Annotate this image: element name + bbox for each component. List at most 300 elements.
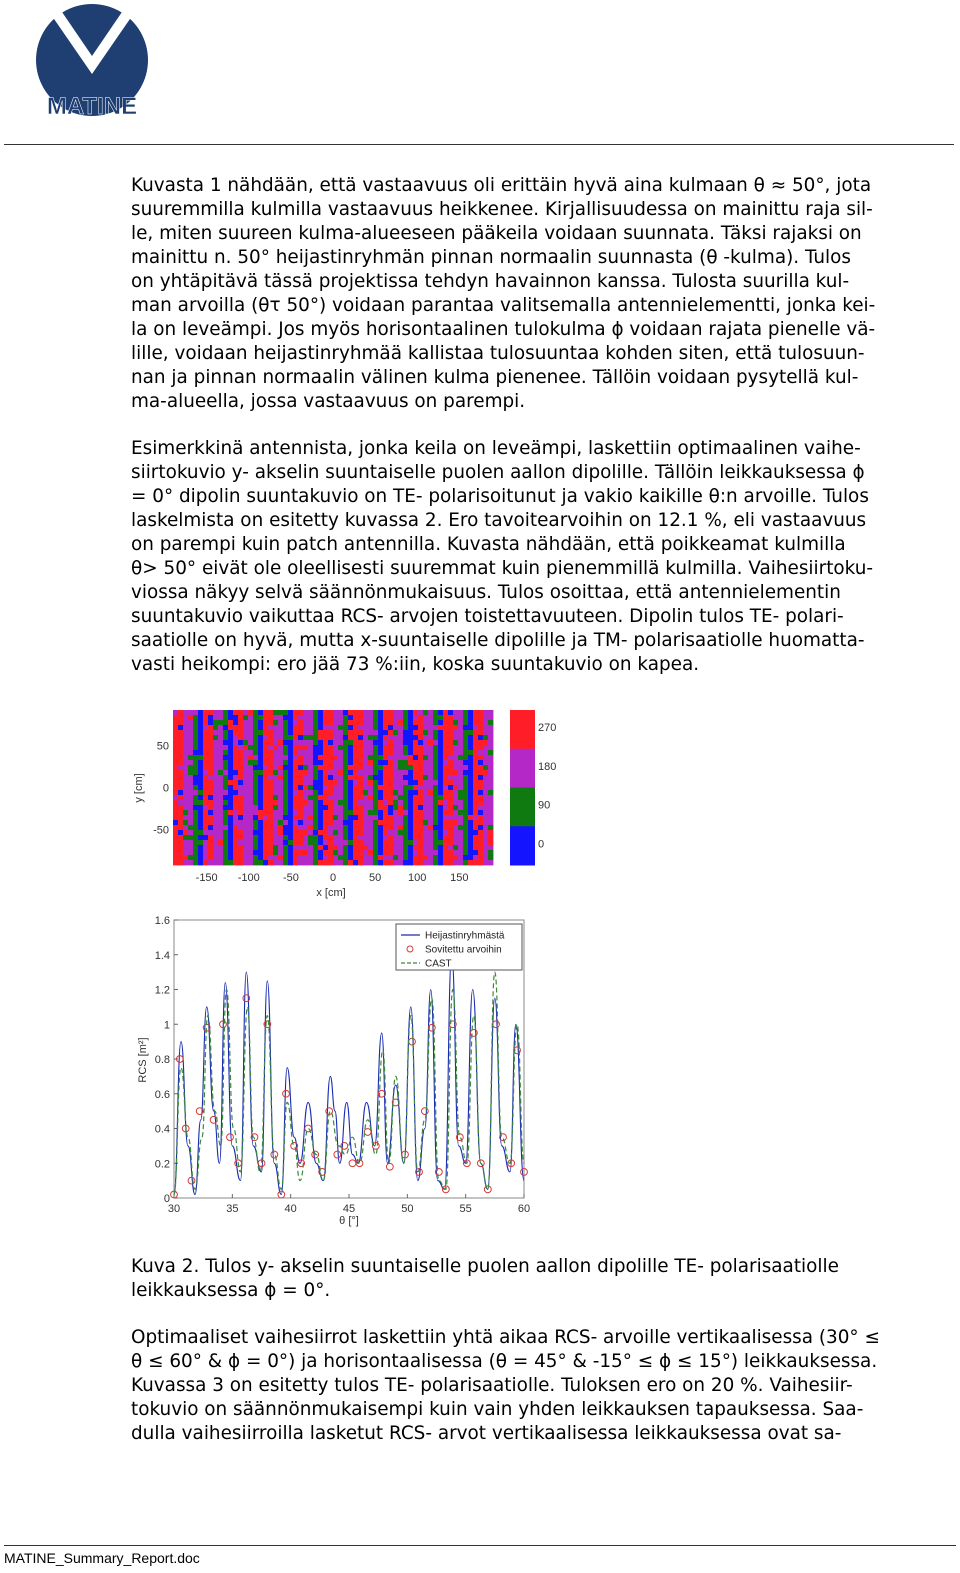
heatmap-cell [223, 755, 228, 760]
heatmap-cell [218, 840, 223, 845]
heatmap-cell [308, 855, 313, 860]
heatmap-cell [453, 730, 458, 735]
heatmap-cell [413, 830, 418, 835]
heatmap-cell [223, 800, 228, 805]
heatmap-cell [303, 730, 308, 735]
heatmap-cell [478, 840, 483, 845]
heatmap-cell [383, 765, 388, 770]
heatmap-cell [468, 730, 473, 735]
heatmap-cell [483, 775, 488, 780]
heatmap-cell [243, 710, 248, 715]
phase-heatmap-figure [128, 700, 578, 905]
heatmap-cell [263, 795, 268, 800]
heatmap-cell [238, 730, 243, 735]
heatmap-cell [238, 860, 243, 865]
heatmap-cell [183, 755, 188, 760]
heatmap-cell [318, 720, 323, 725]
heatmap-cell [483, 835, 488, 840]
heatmap-cell [328, 755, 333, 760]
heatmap-cell [233, 770, 238, 775]
heatmap-cell [318, 835, 323, 840]
heatmap-cell [338, 860, 343, 865]
heatmap-cell [353, 825, 358, 830]
heatmap-cell [398, 820, 403, 825]
heatmap-cell [448, 745, 453, 750]
heatmap-cell [288, 785, 293, 790]
heatmap-cell [483, 765, 488, 770]
heatmap-cell [298, 710, 303, 715]
heatmap-cell [408, 830, 413, 835]
heatmap-cell [188, 740, 193, 745]
heatmap-cell [248, 815, 253, 820]
legend-label: Heijastinryhmästä [425, 930, 505, 942]
heatmap-cell [448, 860, 453, 865]
heatmap-cell [208, 850, 213, 855]
heatmap-cell [473, 760, 478, 765]
heatmap-cell [188, 710, 193, 715]
heatmap-cell [218, 725, 223, 730]
heatmap-cell [403, 790, 408, 795]
heatmap-cell [328, 840, 333, 845]
heatmap-cell [248, 760, 253, 765]
heatmap-cell [298, 780, 303, 785]
heatmap-cell [478, 820, 483, 825]
heatmap-cell [373, 850, 378, 855]
heatmap-cell [358, 845, 363, 850]
heatmap-cell [178, 840, 183, 845]
heatmap-cell [383, 795, 388, 800]
heatmap-cell [378, 780, 383, 785]
heatmap-cell [408, 835, 413, 840]
heatmap-cell [223, 750, 228, 755]
heatmap-cell [188, 775, 193, 780]
heatmap-cell [488, 715, 493, 720]
heatmap-cell [223, 810, 228, 815]
heatmap-cell [203, 795, 208, 800]
heatmap-cell [358, 795, 363, 800]
heatmap-cell [473, 775, 478, 780]
heatmap-cell [228, 725, 233, 730]
heatmap-cell [183, 815, 188, 820]
heatmap-cell [488, 760, 493, 765]
heatmap-cell [363, 780, 368, 785]
heatmap-cell [388, 745, 393, 750]
heatmap-cell [408, 725, 413, 730]
heatmap-cell [203, 825, 208, 830]
heatmap-cell [253, 745, 258, 750]
heatmap-cell [483, 785, 488, 790]
heatmap-cell [488, 855, 493, 860]
heatmap-cell [353, 760, 358, 765]
heatmap-cell [258, 795, 263, 800]
heatmap-cell [458, 710, 463, 715]
heatmap-cell [448, 825, 453, 830]
heatmap-cell [228, 730, 233, 735]
heatmap-cell [363, 775, 368, 780]
heatmap-cell [323, 730, 328, 735]
heatmap-cell [418, 745, 423, 750]
heatmap-cell [398, 855, 403, 860]
heatmap-cell [398, 725, 403, 730]
heatmap-cell [218, 720, 223, 725]
heatmap-cell [303, 815, 308, 820]
heatmap-cell [348, 760, 353, 765]
heatmap-cell [283, 845, 288, 850]
header-rule [4, 144, 954, 145]
heatmap-cell [213, 785, 218, 790]
heatmap-cell [413, 775, 418, 780]
heatmap-cell [193, 740, 198, 745]
heatmap-cell [438, 755, 443, 760]
heatmap-cell [488, 755, 493, 760]
heatmap-cell [343, 720, 348, 725]
heatmap-cell [378, 720, 383, 725]
heatmap-cell [423, 800, 428, 805]
heatmap-cell [198, 735, 203, 740]
heatmap-cell [178, 750, 183, 755]
heatmap-cell [413, 845, 418, 850]
heatmap-cell [343, 795, 348, 800]
heatmap-cell [308, 720, 313, 725]
heatmap-cell [208, 855, 213, 860]
heatmap-cell [393, 840, 398, 845]
heatmap-cell [373, 825, 378, 830]
heatmap-cell [368, 780, 373, 785]
heatmap-cell [438, 735, 443, 740]
heatmap-cell [318, 755, 323, 760]
heatmap-cell [418, 790, 423, 795]
heatmap-cell [313, 855, 318, 860]
heatmap-cell [393, 710, 398, 715]
heatmap-cell [458, 755, 463, 760]
heatmap-cell [183, 840, 188, 845]
heatmap-cell [478, 845, 483, 850]
heatmap-cell [288, 765, 293, 770]
heatmap-cell [323, 750, 328, 755]
heatmap-cell [393, 785, 398, 790]
heatmap-cell [313, 760, 318, 765]
heatmap-cell [478, 810, 483, 815]
heatmap-cell [193, 855, 198, 860]
heatmap-cell [483, 720, 488, 725]
heatmap-cell [358, 830, 363, 835]
text-line: siirtokuvio y- akselin suuntaiselle puolen aallon dipolille. Tällöin leikkauksessa ϕ [131, 462, 865, 483]
heatmap-cell [383, 850, 388, 855]
heatmap-cell [393, 750, 398, 755]
heatmap-cell [463, 775, 468, 780]
heatmap-cell [183, 780, 188, 785]
y-tick-label: 0.6 [154, 1088, 170, 1101]
heatmap-cell [328, 735, 333, 740]
heatmap-cell [323, 800, 328, 805]
heatmap-cell [438, 730, 443, 735]
heatmap-cell [408, 810, 413, 815]
heatmap-cell [343, 805, 348, 810]
heatmap-cell [363, 805, 368, 810]
heatmap-cell [443, 760, 448, 765]
heatmap-cell [333, 770, 338, 775]
heatmap-cell [338, 810, 343, 815]
heatmap-cell [478, 805, 483, 810]
heatmap-cell [413, 725, 418, 730]
heatmap-cell [363, 840, 368, 845]
heatmap-cell [188, 820, 193, 825]
heatmap-cell [488, 765, 493, 770]
heatmap-cell [283, 815, 288, 820]
heatmap-cell [408, 845, 413, 850]
heatmap-cell [443, 725, 448, 730]
heatmap-cell [183, 715, 188, 720]
heatmap-cell [298, 805, 303, 810]
heatmap-cell [428, 785, 433, 790]
heatmap-cell [383, 825, 388, 830]
heatmap-cell [438, 765, 443, 770]
heatmap-cell [278, 775, 283, 780]
heatmap-cell [243, 820, 248, 825]
heatmap-cell [268, 810, 273, 815]
figure-caption [131, 1255, 931, 1303]
heatmap-cell [488, 790, 493, 795]
heatmap-cell [278, 785, 283, 790]
heatmap-cell [303, 835, 308, 840]
heatmap-cell [388, 765, 393, 770]
heatmap-cell [353, 725, 358, 730]
heatmap-cell [463, 725, 468, 730]
heatmap-cell [208, 735, 213, 740]
heatmap-cell [458, 850, 463, 855]
heatmap-cell [433, 840, 438, 845]
heatmap-cell [208, 745, 213, 750]
heatmap-cell [303, 740, 308, 745]
heatmap-cell [193, 840, 198, 845]
colorbar-tick-label: 180 [538, 760, 557, 773]
heatmap-cell [418, 735, 423, 740]
heatmap-cell [173, 800, 178, 805]
heatmap-cell [213, 815, 218, 820]
heatmap-cell [293, 815, 298, 820]
heatmap-cell [438, 790, 443, 795]
heatmap-cell [313, 780, 318, 785]
heatmap-cell [383, 725, 388, 730]
heatmap-cell [188, 850, 193, 855]
heatmap-cell [248, 780, 253, 785]
heatmap-cell [368, 715, 373, 720]
heatmap-cell [258, 760, 263, 765]
heatmap-cell [243, 810, 248, 815]
heatmap-cell [198, 825, 203, 830]
heatmap-cell [338, 845, 343, 850]
heatmap-cell [368, 770, 373, 775]
heatmap-cell [293, 810, 298, 815]
heatmap-cell [358, 860, 363, 865]
heatmap-cell [433, 775, 438, 780]
heatmap-cell [448, 760, 453, 765]
heatmap-cell [323, 830, 328, 835]
heatmap-cell [373, 855, 378, 860]
heatmap-cell [438, 805, 443, 810]
heatmap-cell [293, 775, 298, 780]
heatmap-cell [173, 735, 178, 740]
heatmap-cell [458, 730, 463, 735]
heatmap-cell [438, 710, 443, 715]
heatmap-cell [273, 775, 278, 780]
heatmap-cell [243, 780, 248, 785]
heatmap-cell [278, 845, 283, 850]
heatmap-cell [423, 825, 428, 830]
heatmap-cell [278, 750, 283, 755]
heatmap-cell [478, 730, 483, 735]
heatmap-cell [403, 845, 408, 850]
heatmap-cell [423, 770, 428, 775]
heatmap-cell [208, 775, 213, 780]
heatmap-cell [288, 845, 293, 850]
heatmap-cell [353, 840, 358, 845]
heatmap-cell [478, 860, 483, 865]
heatmap-cell [228, 710, 233, 715]
heatmap-cell [433, 855, 438, 860]
heatmap-cell [438, 745, 443, 750]
heatmap-cell [423, 850, 428, 855]
heatmap-cell [248, 745, 253, 750]
heatmap-cell [253, 725, 258, 730]
heatmap-cell [183, 850, 188, 855]
text-line: Kuvassa 3 on esitetty tulos TE- polarisaatiolle. Tuloksen ero on 20 %. Vaihesiir- [131, 1375, 853, 1396]
heatmap-cell [268, 845, 273, 850]
heatmap-cell [348, 740, 353, 745]
heatmap-cell [298, 860, 303, 865]
heatmap-cell [188, 785, 193, 790]
rcs-line-chart [128, 910, 538, 1235]
heatmap-cell [193, 750, 198, 755]
heatmap-cell [268, 770, 273, 775]
heatmap-cell [423, 805, 428, 810]
heatmap-cell [388, 830, 393, 835]
heatmap-cell [223, 825, 228, 830]
heatmap-cell [333, 755, 338, 760]
heatmap-cell [438, 815, 443, 820]
x-axis-label: θ [°] [339, 1215, 359, 1227]
heatmap-cell [398, 765, 403, 770]
heatmap-cell [223, 815, 228, 820]
heatmap-cell [348, 785, 353, 790]
heatmap-cell [488, 720, 493, 725]
heatmap-cell [218, 785, 223, 790]
heatmap-cell [263, 855, 268, 860]
x-tick-label: 0 [329, 872, 337, 884]
heatmap-cell [208, 750, 213, 755]
heatmap-cell [208, 845, 213, 850]
heatmap-cell [173, 780, 178, 785]
heatmap-cell [303, 820, 308, 825]
heatmap-cell [278, 850, 283, 855]
heatmap-cell [458, 715, 463, 720]
heatmap-cell [388, 725, 393, 730]
heatmap-cell [248, 715, 253, 720]
heatmap-cell [173, 815, 178, 820]
heatmap-cell [318, 850, 323, 855]
heatmap-cell [193, 790, 198, 795]
heatmap-cell [228, 780, 233, 785]
heatmap-cell [213, 860, 218, 865]
heatmap-cell [353, 715, 358, 720]
heatmap-cell [243, 795, 248, 800]
heatmap-cell [238, 820, 243, 825]
heatmap-cell [388, 785, 393, 790]
heatmap-cell [173, 830, 178, 835]
heatmap-cell [188, 790, 193, 795]
heatmap-cell [418, 765, 423, 770]
heatmap-cell [178, 790, 183, 795]
heatmap-cell [378, 835, 383, 840]
heatmap-cell [248, 770, 253, 775]
heatmap-cell [388, 815, 393, 820]
heatmap-cell [448, 855, 453, 860]
heatmap-cell [373, 750, 378, 755]
heatmap-cell [373, 755, 378, 760]
heatmap-cell [203, 800, 208, 805]
heatmap-cell [473, 750, 478, 755]
heatmap-cell [178, 775, 183, 780]
heatmap-cell [253, 755, 258, 760]
heatmap-cell [473, 825, 478, 830]
heatmap-cell [308, 740, 313, 745]
heatmap-cell [413, 735, 418, 740]
heatmap-cell [208, 820, 213, 825]
heatmap-cell [358, 840, 363, 845]
heatmap-cell [468, 830, 473, 835]
heatmap-cell [483, 760, 488, 765]
heatmap-cell [193, 730, 198, 735]
heatmap-cell [268, 820, 273, 825]
heatmap-cell [288, 840, 293, 845]
heatmap-cell [243, 775, 248, 780]
heatmap-cell [438, 810, 443, 815]
heatmap-cell [408, 785, 413, 790]
heatmap-cell [238, 720, 243, 725]
heatmap-cell [238, 780, 243, 785]
heatmap-cell [213, 845, 218, 850]
heatmap-cell [208, 825, 213, 830]
heatmap-cell [418, 850, 423, 855]
heatmap-cell [428, 750, 433, 755]
heatmap-cell [478, 780, 483, 785]
heatmap-cell [173, 860, 178, 865]
heatmap-cell [313, 720, 318, 725]
heatmap-cell [433, 835, 438, 840]
heatmap-cell [428, 790, 433, 795]
heatmap-cell [483, 750, 488, 755]
heatmap-cell [283, 830, 288, 835]
heatmap-cell [358, 735, 363, 740]
heatmap-cell [423, 795, 428, 800]
heatmap-cell [183, 790, 188, 795]
heatmap-cell [263, 735, 268, 740]
heatmap-cell [248, 830, 253, 835]
heatmap-cell [233, 860, 238, 865]
heatmap-cell [408, 800, 413, 805]
heatmap-cell [483, 840, 488, 845]
heatmap-cell [408, 775, 413, 780]
heatmap-cell [193, 755, 198, 760]
heatmap-cell [183, 770, 188, 775]
heatmap-cell [403, 850, 408, 855]
heatmap-cell [403, 760, 408, 765]
heatmap-cell [368, 735, 373, 740]
heatmap-cell [253, 715, 258, 720]
heatmap-cell [398, 810, 403, 815]
heatmap-cell [448, 770, 453, 775]
heatmap-cell [458, 805, 463, 810]
